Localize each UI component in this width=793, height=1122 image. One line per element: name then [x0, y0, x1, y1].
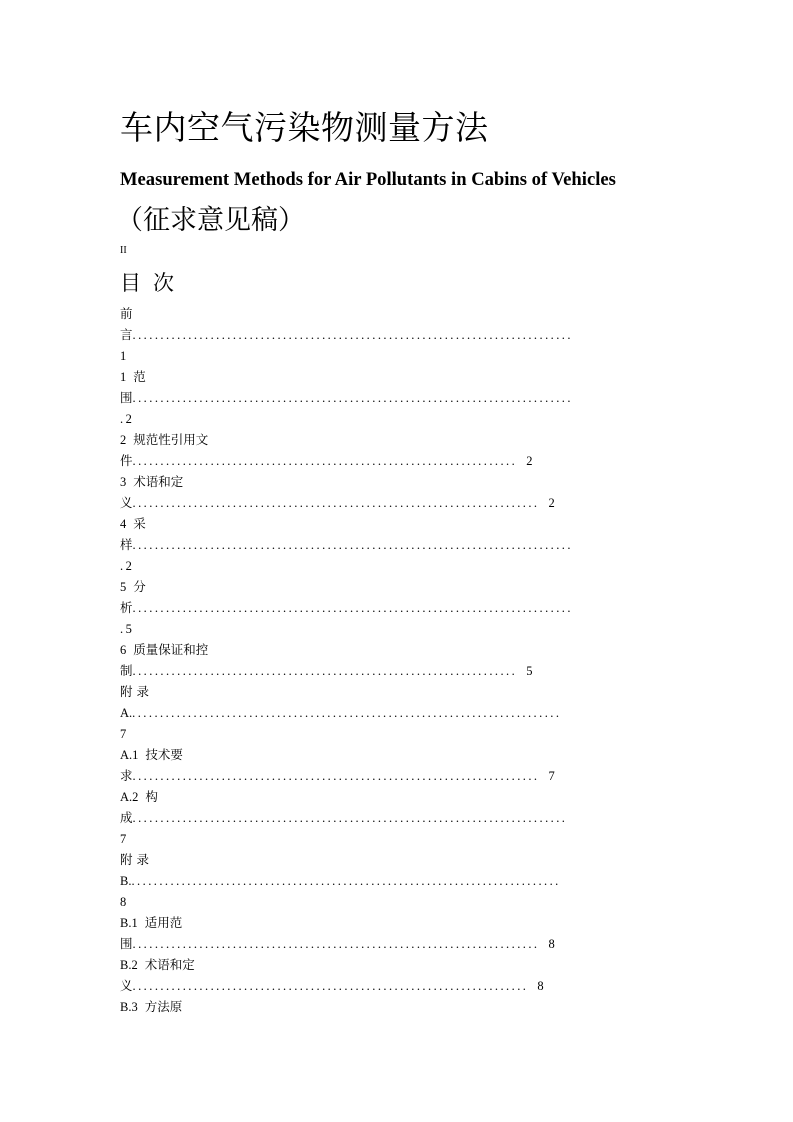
toc-page-number: 7	[120, 727, 127, 741]
toc-label: 样	[120, 537, 133, 552]
toc-section-number: 6	[120, 643, 127, 657]
toc-heading	[120, 268, 174, 298]
toc-entry-appendix-b-page	[120, 894, 126, 910]
toc-label: 围	[120, 390, 133, 405]
toc-entry-1-line2[interactable]	[120, 390, 573, 406]
toc-leader-dots: .......................................................................	[132, 979, 529, 993]
toc-label: 附 录	[120, 852, 149, 867]
toc-leader-dots: .....................................................................	[132, 664, 518, 678]
toc-entry-3-line2[interactable]	[120, 495, 555, 511]
page-number-roman: II	[120, 245, 127, 256]
toc-entry-foreword-line2[interactable]	[120, 327, 573, 343]
toc-entry-a1-line2[interactable]	[120, 768, 555, 784]
toc-label: 术语和定	[133, 474, 184, 489]
document-title-english: Measurement Methods for Air Pollutants in Cabins of Vehicles	[120, 169, 616, 190]
toc-page-number: 5	[526, 664, 533, 678]
toc-entry-b2-line1	[120, 957, 195, 973]
toc-page-number: 7	[120, 832, 127, 846]
toc-heading-part-2: 次	[153, 271, 174, 295]
toc-label: 采	[133, 516, 146, 531]
toc-section-number: 2	[120, 433, 127, 447]
toc-heading-part-1: 目	[120, 271, 141, 295]
toc-section-number: 3	[120, 475, 127, 489]
toc-leader-dots: .	[120, 622, 126, 636]
toc-label: 适用范	[144, 915, 183, 930]
toc-label: 分	[133, 579, 146, 594]
toc-label: 前	[120, 306, 133, 321]
toc-entry-foreword-page	[120, 348, 126, 364]
toc-label: 方法原	[144, 999, 183, 1014]
toc-entry-4-page	[120, 558, 132, 574]
toc-label: 求	[120, 768, 133, 783]
toc-label: 析	[120, 600, 133, 615]
toc-leader-dots: ...............................................................................	[132, 328, 573, 342]
toc-entry-5-line1	[120, 579, 146, 595]
toc-label: 构	[145, 789, 158, 804]
toc-section-number: A.2	[120, 790, 139, 804]
toc-entry-5-page	[120, 621, 132, 637]
toc-page-number: 2	[526, 454, 533, 468]
toc-leader-dots: .............................................................................	[131, 874, 561, 888]
toc-page-number: 8	[120, 895, 127, 909]
toc-label: 附 录	[120, 684, 149, 699]
toc-entry-3-line1	[120, 474, 183, 490]
toc-label: 言	[120, 327, 133, 342]
toc-leader-dots: ...............................................................................	[132, 601, 573, 615]
toc-label: 技术要	[145, 747, 183, 762]
toc-page-number: 8	[537, 979, 544, 993]
toc-label: 义	[120, 495, 133, 510]
toc-leader-dots: .............................................................................	[132, 706, 562, 720]
toc-entry-b2-line2[interactable]	[120, 978, 544, 994]
toc-entry-6-line1	[120, 642, 208, 658]
toc-page-number: 2	[125, 412, 132, 426]
toc-leader-dots: .....................................................................	[132, 454, 518, 468]
toc-label: 围	[120, 936, 133, 951]
toc-entry-1-line1	[120, 369, 146, 385]
toc-entry-appendix-b-line2[interactable]	[120, 873, 561, 889]
toc-entry-appendix-b-line1	[120, 852, 149, 868]
document-title-chinese: 车内空气污染物测量方法	[120, 108, 489, 147]
toc-entry-2-line1	[120, 432, 208, 448]
toc-label: 质量保证和控	[133, 642, 209, 657]
toc-label: 范	[133, 369, 146, 384]
toc-leader-dots: .	[120, 412, 126, 426]
toc-entry-a2-line2[interactable]	[120, 810, 567, 826]
toc-entry-6-line2[interactable]	[120, 663, 532, 679]
toc-label: B.	[120, 874, 132, 888]
toc-section-number: B.3	[120, 1000, 138, 1014]
toc-page-number: 8	[548, 937, 555, 951]
toc-entry-foreword-line1	[120, 306, 133, 322]
toc-entry-5-line2[interactable]	[120, 600, 573, 616]
toc-entry-appendix-a-page	[120, 726, 126, 742]
toc-entry-4-line1	[120, 516, 146, 532]
toc-entry-b1-line1	[120, 915, 182, 931]
toc-label: 成	[120, 810, 133, 825]
toc-page-number: 1	[120, 349, 127, 363]
toc-page-number: 7	[548, 769, 555, 783]
toc-leader-dots: .........................................................................	[132, 769, 540, 783]
toc-entry-4-line2[interactable]	[120, 537, 573, 553]
toc-label: 制	[120, 663, 133, 678]
toc-entry-b3-line1	[120, 999, 182, 1015]
toc-entry-appendix-a-line1	[120, 684, 149, 700]
toc-leader-dots: ...............................................................................	[132, 391, 573, 405]
toc-section-number: A.1	[120, 748, 139, 762]
toc-entry-a2-line1	[120, 789, 158, 805]
toc-entry-a2-page	[120, 831, 126, 847]
toc-label: A.	[120, 706, 133, 720]
toc-section-number: 5	[120, 580, 127, 594]
toc-label: 术语和定	[144, 957, 195, 972]
toc-leader-dots: ...............................................................................	[132, 538, 573, 552]
toc-page-number: 2	[548, 496, 555, 510]
toc-entry-2-line2[interactable]	[120, 453, 532, 469]
toc-leader-dots: .........................................................................	[132, 496, 540, 510]
toc-entry-b1-line2[interactable]	[120, 936, 555, 952]
toc-section-number: B.1	[120, 916, 138, 930]
toc-section-number: B.2	[120, 958, 138, 972]
toc-leader-dots: ..............................................................................	[132, 811, 568, 825]
draft-status-subtitle: （征求意见稿）	[116, 205, 305, 236]
toc-entry-a1-line1	[120, 747, 183, 763]
toc-label: 规范性引用文	[133, 432, 209, 447]
toc-entry-appendix-a-line2[interactable]	[120, 705, 561, 721]
toc-section-number: 1	[120, 370, 127, 384]
toc-section-number: 4	[120, 517, 127, 531]
toc-leader-dots: .	[120, 559, 126, 573]
toc-page-number: 2	[125, 559, 132, 573]
toc-leader-dots: .........................................................................	[132, 937, 540, 951]
toc-label: 义	[120, 978, 133, 993]
toc-entry-1-page	[120, 411, 132, 427]
toc-label: 件	[120, 453, 133, 468]
toc-page-number: 5	[125, 622, 132, 636]
